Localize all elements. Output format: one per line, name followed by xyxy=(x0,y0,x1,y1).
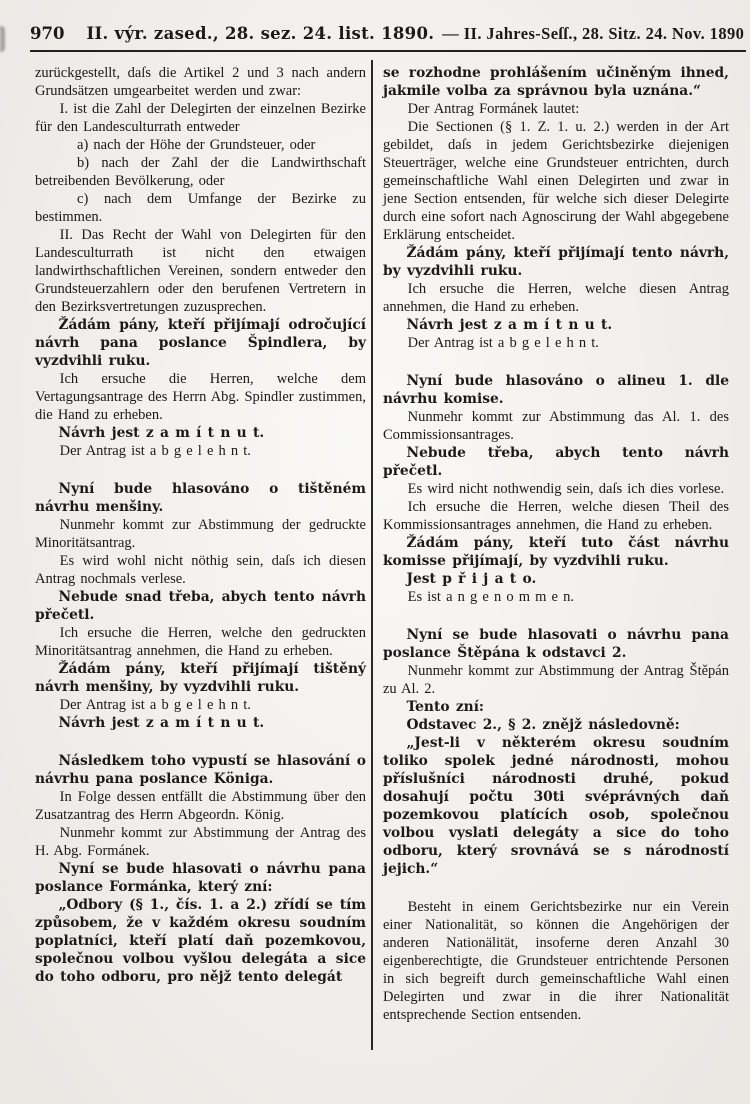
paragraph: Ich ersuche die Herren, welche den gedruckten Minoritätsantrag annehmen, die Hand zu erheben. xyxy=(35,625,366,659)
paragraph: a) nach der Höhe der Grundsteuer, oder xyxy=(77,137,316,153)
header-title-german: — II. Jahres-Seſſ., 28. Sitz. 24. Nov. 1890 xyxy=(442,24,745,43)
paragraph: Žádám pány, kteří přijímají tento návrh, by vyzdvihli ruku. xyxy=(383,245,729,279)
paragraph: Der Antrag Formánek lautet: xyxy=(407,101,580,117)
paragraph: „Jest-li v některém okresu soudním toliko spolek jedné národnosti, mohou příslušníci národnosti druhé, pokud dosahují počtu 30ti svéprávných daň pozemkovou platících osob, společnou volbou vyslati delegáty a sice do toho odboru, který srovnává se s národností jejich.“ xyxy=(383,735,729,877)
paragraph: Nunmehr kommt zur Abstimmung der gedruckte Minoritätsantrag. xyxy=(35,517,366,551)
paragraph: „Odbory (§ 1., čís. 1. a 2.) zřídí se tím způsobem, že v každém okresu soudním poplatníci, kteří platí daň pozemkovou, společnou volbou vyšlou delegáta a sice do toho odboru, pro nějž tento delegát xyxy=(35,897,366,985)
page-header xyxy=(30,24,746,52)
paragraph: Nyní se bude hlasovati o návrhu pana poslance Štěpána k odstavci 2. xyxy=(383,627,729,661)
paragraph: Besteht in einem Gerichtsbezirke nur ein Verein einer Nationalität, so können die Angehörigen der anderen Nationälität, insoferne deren Anzahl 30 eigenberechtigte, die Grundsteuer entrichtende Personen in sich begreift durch gemeinschaftliche Wahl einen Delegirten und zwar in die ihrer Nationalität entsprechende Section entsenden. xyxy=(383,899,729,1023)
paragraph: Návrh jest z a m í t n u t. xyxy=(406,317,613,333)
scan-edge-artifact xyxy=(0,26,5,52)
paragraph: Odstavec 2., § 2. znějž následovně: xyxy=(406,717,680,733)
paragraph: Ich ersuche die Herren, welche dem Vertagungsantrage des Herrn Abg. Spindler zustimmen, die Hand zu erheben. xyxy=(35,371,366,423)
paragraph: Nebude snad třeba, abych tento návrh přečetl. xyxy=(35,589,366,623)
paragraph: Nyní se bude hlasovati o návrhu pana poslance Formánka, který zní: xyxy=(35,861,366,895)
paragraph: Tento zní: xyxy=(406,699,485,715)
header-title-czech: II. výr. zased., 28. sez. 24. list. 1890. xyxy=(86,24,435,43)
page-number: 970 xyxy=(30,24,65,43)
paragraph: Nebude třeba, abych tento návrh přečetl. xyxy=(383,445,729,479)
paragraph: zurückgestellt, daſs die Artikel 2 und 3 nach andern Grundsätzen umgearbeitet werden und zwar: xyxy=(35,65,366,99)
paragraph: Die Sectionen (§ 1. Z. 1. u. 2.) werden in der Art gebildet, daſs in jedem Gerichtsbezirke diejenigen Steuerträger, welche eine Grundsteuer entrichten, durch gemeinschaftliche Wahl einen Delegirten und zwar in jene Section entsenden, für welche sich dieser Delegirte durch eine sofort nach Agnoscirung der Wahl abgegebene Erklärung entscheidet. xyxy=(383,119,729,243)
paragraph: Es ist a n g e n o m m e n. xyxy=(407,589,574,605)
paragraph: Es wird wohl nicht nöthig sein, daſs ich diesen Antrag nochmals verlese. xyxy=(35,553,366,587)
paragraph: Ich ersuche die Herren, welche diesen Theil des Kommissionsantrages annehmen, die Hand zu erheben. xyxy=(383,499,729,533)
column-left xyxy=(35,64,366,986)
paragraph: Návrh jest z a m í t n u t. xyxy=(58,715,265,731)
paragraph: b) nach der Zahl der die Landwirthschaft betreibenden Bevölkerung, oder xyxy=(35,155,366,189)
column-right xyxy=(383,64,729,1024)
paragraph: Žádám pány, kteří přijímají odročující návrh pana poslance Špindlera, by vyzdvihli ruku. xyxy=(35,317,366,369)
paragraph: Es wird nicht nothwendig sein, daſs ich dies vorlese. xyxy=(407,481,725,497)
paragraph: Nyní bude hlasováno o tištěném návrhu menšiny. xyxy=(35,481,366,515)
paragraph: Žádám pány, kteří přijímají tištěný návrh menšiny, by vyzdvihli ruku. xyxy=(35,661,366,695)
paragraph: Nunmehr kommt zur Abstimmung der Antrag Štěpán zu Al. 2. xyxy=(383,663,729,697)
paragraph: Nunmehr kommt zur Abstimmung der Antrag des H. Abg. Formánek. xyxy=(35,825,366,859)
paragraph: Der Antrag ist a b g e l e h n t. xyxy=(59,443,251,459)
paragraph: Der Antrag ist a b g e l e h n t. xyxy=(59,697,251,713)
paragraph: Der Antrag ist a b g e l e h n t. xyxy=(407,335,599,351)
paragraph: Následkem toho vypustí se hlasování o návrhu pana poslance Königa. xyxy=(35,753,366,787)
paragraph: Jest p ř i j a t o. xyxy=(406,571,537,587)
paragraph: Žádám pány, kteří tuto část návrhu komisse přijímají, by vyzdvihli ruku. xyxy=(383,535,729,569)
paragraph: Návrh jest z a m í t n u t. xyxy=(58,425,265,441)
paragraph: Ich ersuche die Herren, welche diesen Antrag annehmen, die Hand zu erheben. xyxy=(383,281,729,315)
paragraph: Nyní bude hlasováno o alineu 1. dle návrhu komise. xyxy=(383,373,729,407)
paragraph: Nunmehr kommt zur Abstimmung das Al. 1. des Commissionsantrages. xyxy=(383,409,729,443)
column-divider-rule xyxy=(371,60,373,1050)
paragraph: In Folge dessen entfällt die Abstimmung über den Zusatzantrag des Herrn Abgeordn. König. xyxy=(35,789,366,823)
paragraph: se rozhodne prohlášením učiněným ihned, jakmile volba za správnou byla uznána.“ xyxy=(383,65,729,99)
paragraph: I. ist die Zahl der Delegirten der einzelnen Bezirke für den Landesculturrath entweder xyxy=(35,101,366,135)
paragraph: c) nach dem Umfange der Bezirke zu bestimmen. xyxy=(35,191,366,225)
paragraph: II. Das Recht der Wahl von Delegirten für den Landesculturrath ist nicht den etwaigen landwirthschaftlichen Vereinen, sondern entweder den Grundsteuerzahlern oder den berufenen Vertretern in den Bezirksvertretungen zuzusprechen. xyxy=(35,227,366,315)
